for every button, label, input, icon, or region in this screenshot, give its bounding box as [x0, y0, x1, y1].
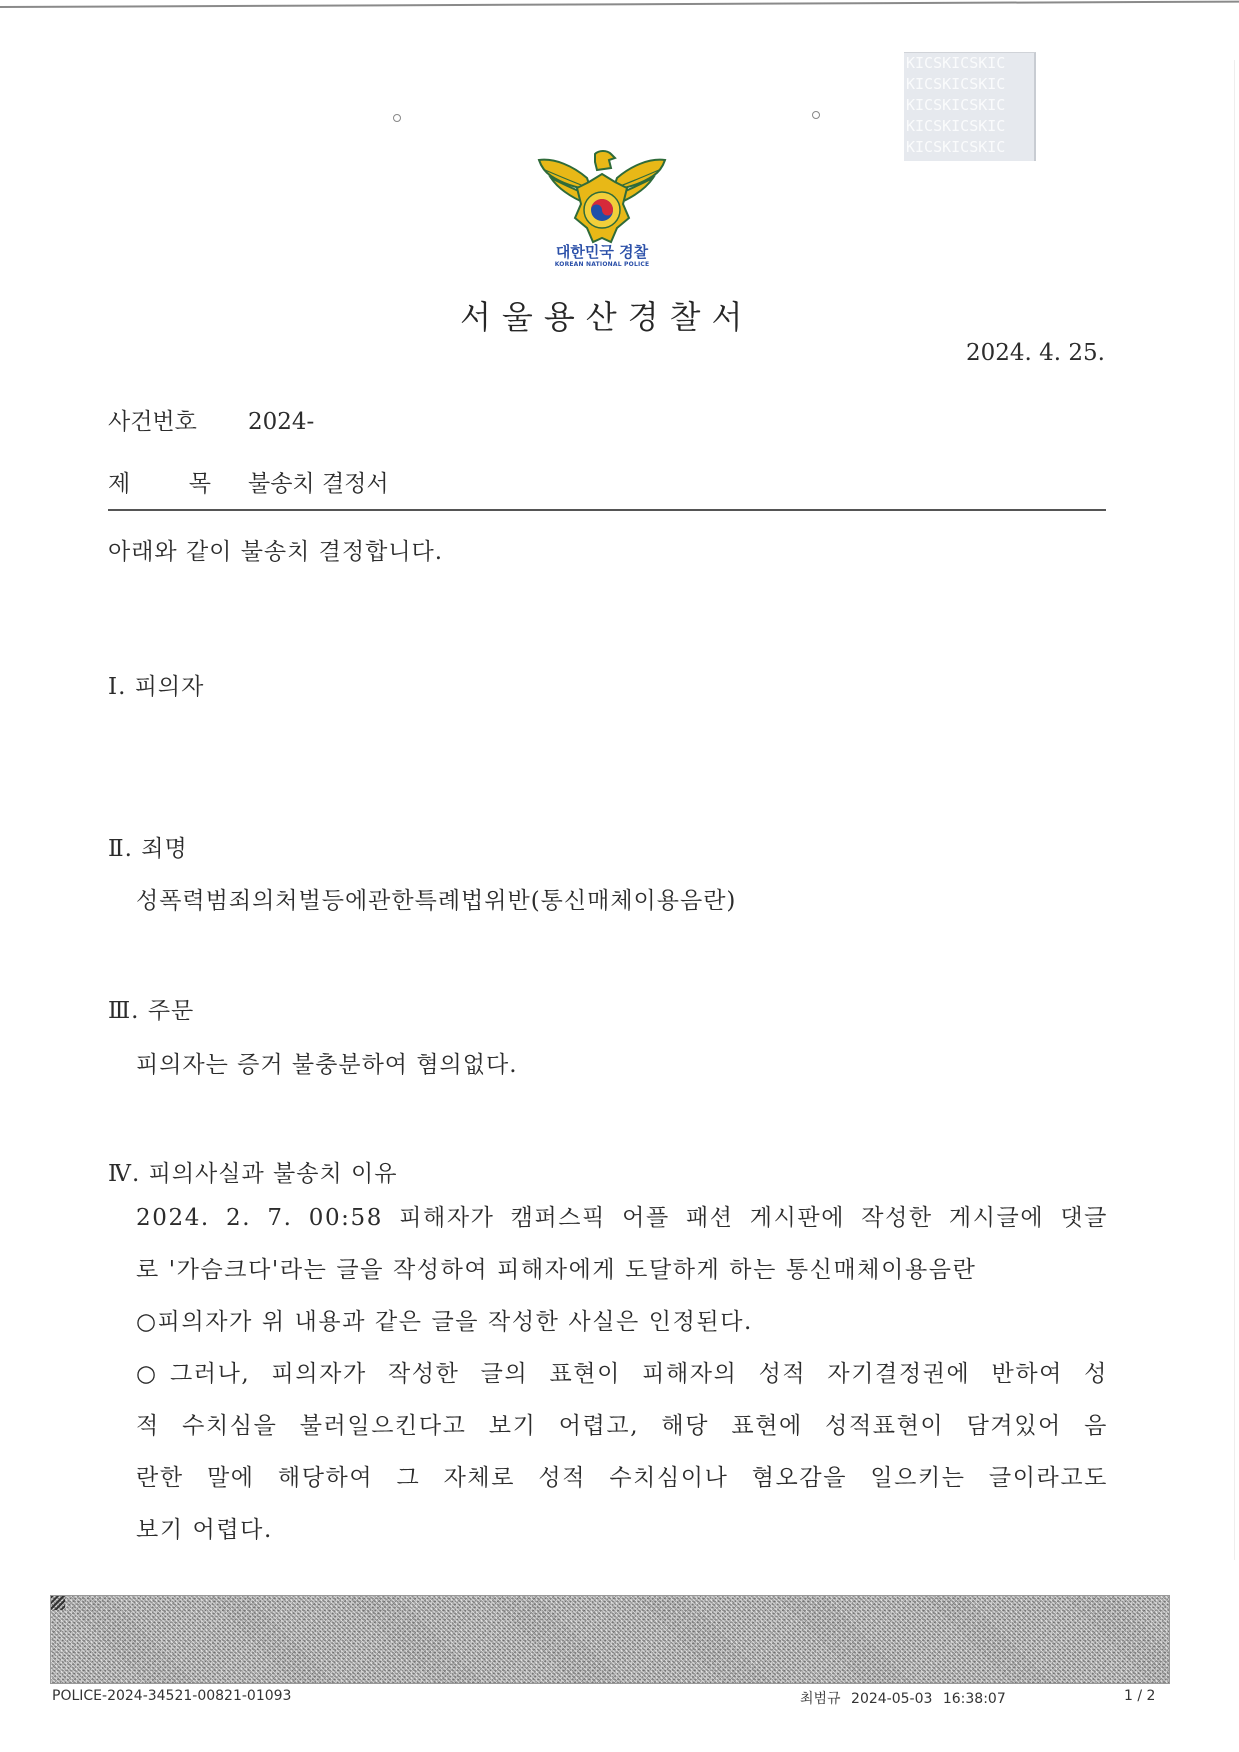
section-title: 피의자 [134, 674, 205, 700]
footer-document-id: POLICE-2024-34521-00821-01093 [52, 1688, 292, 1704]
section-numeral: Ⅲ. [108, 998, 140, 1024]
punch-hole-mark-right [812, 111, 820, 119]
section-body-reasons [136, 1192, 1108, 1556]
kics-row: KICSKICSKIC [906, 117, 1006, 135]
section-body-order: 피의자는 증거 불충분하여 혐의없다. [136, 1052, 518, 1078]
punch-hole-mark-left [393, 114, 401, 122]
organization-title: 서울용산경찰서 [460, 298, 754, 336]
section-numeral: Ⅳ. [108, 1161, 141, 1187]
footer-print-info [800, 1688, 1006, 1708]
reason-line: 2024. 2. 7. 00:58 피해자가 캠퍼스픽 어플 패션 게시판에 작성한 게시글에 댓글 [136, 1205, 1108, 1231]
section-numeral: Ⅱ. [108, 836, 133, 862]
document-date: 2024. 4. 25. [966, 340, 1105, 366]
footer-printed-by: 최범규 [800, 1691, 841, 1707]
kics-row: KICSKICSKIC [906, 54, 1006, 72]
section-heading-charge [108, 830, 188, 863]
section-heading-suspect [108, 668, 204, 701]
field-value: 2024- [248, 409, 315, 435]
page-top-edge [0, 1, 1239, 8]
reason-line: ○피의자가 위 내용과 같은 글을 작성한 사실은 인정된다. [136, 1309, 753, 1335]
intro-statement: 아래와 같이 불송치 결정합니다. [108, 539, 444, 565]
footer-page-number: 1 / 2 [1124, 1688, 1156, 1704]
kics-watermark-stamp [904, 52, 1036, 161]
section-heading-reasons [108, 1155, 397, 1188]
header-divider [108, 509, 1106, 511]
field-label: 제 목 [108, 471, 211, 497]
security-noise-band [50, 1595, 1170, 1684]
noise-corner-mark [51, 1596, 65, 1610]
field-case-number [108, 403, 314, 436]
field-value: 불송치 결정서 [248, 471, 389, 497]
section-title: 죄명 [141, 836, 188, 862]
field-label: 사건번호 [108, 409, 197, 435]
footer-printed-at: 2024-05-03 16:38:07 [851, 1691, 1006, 1707]
reason-line: 로 '가슴크다'라는 글을 작성하여 피해자에게 도달하게 하는 통신매체이용음란 [136, 1257, 977, 1283]
field-subject [108, 465, 389, 498]
emblem-title-korean: 대한민국 경찰 [555, 243, 649, 261]
reason-line: ○그러나, 피의자가 작성한 글의 표현이 피해자의 성적 자기결정권에 반하여 성 [136, 1361, 1108, 1387]
emblem-title-english: KOREAN NATIONAL POLICE [554, 261, 650, 268]
section-title: 주문 [147, 998, 195, 1024]
kics-row: KICSKICSKIC [906, 75, 1006, 93]
page-right-edge [1234, 60, 1235, 1560]
section-title: 피의사실과 불송치 이유 [148, 1161, 398, 1187]
reason-line: 보기 어렵다. [136, 1517, 273, 1543]
reason-line: 적 수치심을 불러일으킨다고 보기 어렵고, 해당 표현에 성적표현이 담겨있어 음 [136, 1413, 1108, 1439]
kics-row: KICSKICSKIC [906, 138, 1006, 156]
reason-line: 란한 말에 해당하여 그 자체로 성적 수치심이나 혐오감을 일으키는 글이라고도 [136, 1465, 1108, 1491]
section-heading-order [108, 992, 194, 1025]
section-body-charge: 성폭력범죄의처벌등에관한특례법위반(통신매체이용음란) [136, 888, 737, 914]
section-numeral: Ⅰ. [108, 674, 127, 700]
kics-row: KICSKICSKIC [906, 96, 1006, 114]
